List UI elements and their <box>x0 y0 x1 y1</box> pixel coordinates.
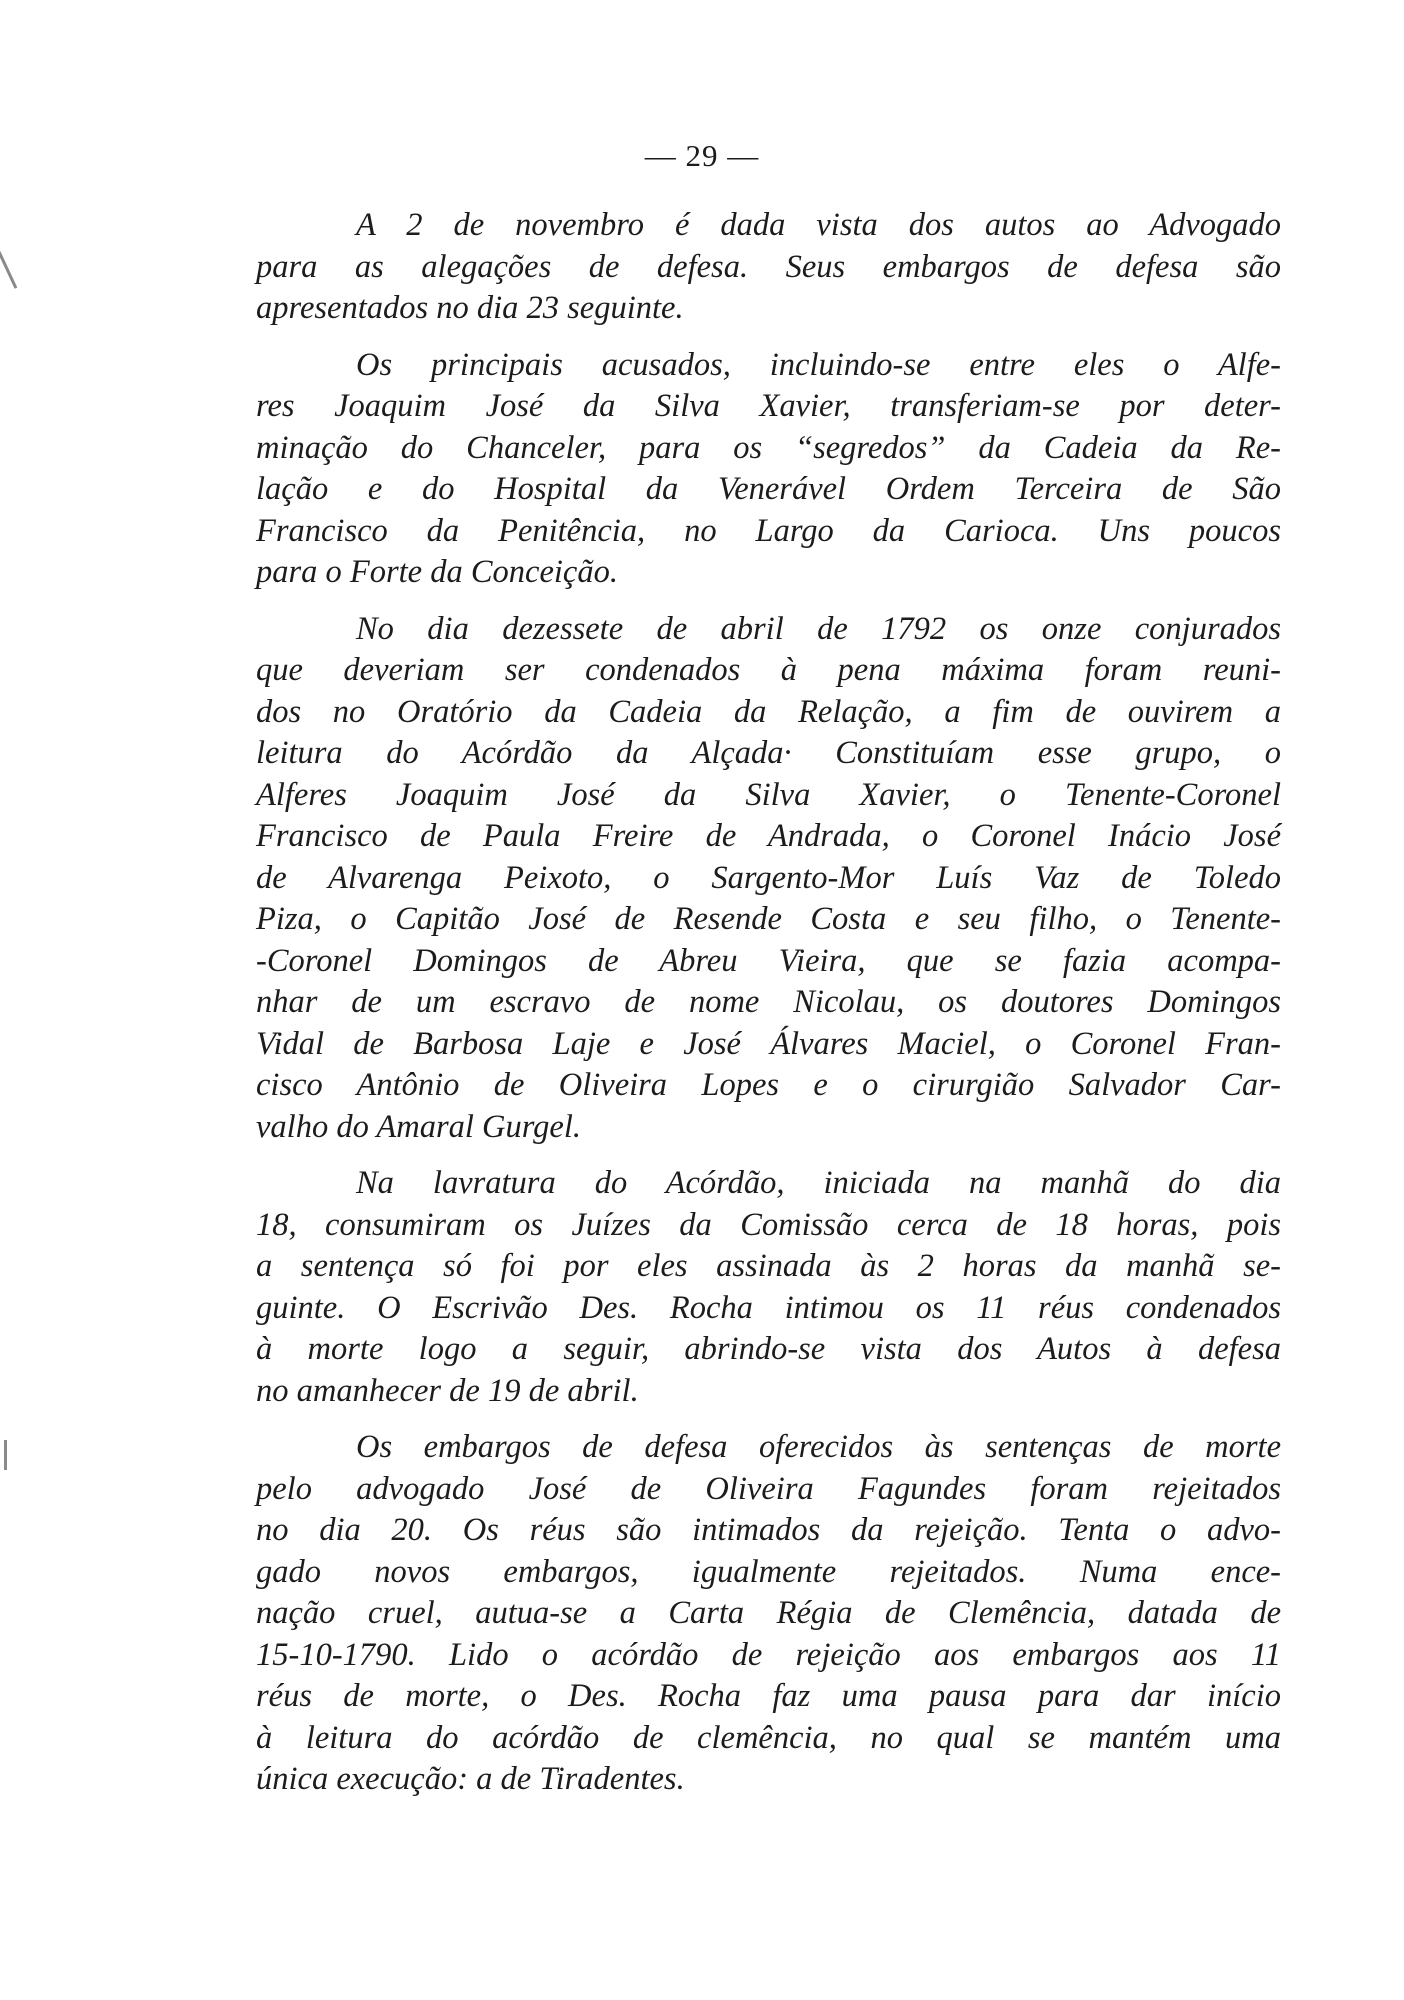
text-line: de Alvarenga Peixoto, o Sargento-Mor Luís Vaz de Toledo <box>256 859 1281 896</box>
scan-artifact <box>4 1440 7 1470</box>
paragraph-4 <box>256 1163 1281 1412</box>
text-line: dos no Oratório da Cadeia da Relação, a fim de ouvirem a <box>256 693 1281 730</box>
body-text <box>256 205 1281 1801</box>
text-line: 18, consumiram os Juízes da Comissão cerca de 18 horas, pois <box>256 1206 1281 1243</box>
text-line: pelo advogado José de Oliveira Fagundes foram rejeitados <box>256 1470 1281 1507</box>
text-line: nhar de um escravo de nome Nicolau, os doutores Domingos <box>256 984 1281 1020</box>
text-line: Alferes Joaquim José da Silva Xavier, o Tenente-Coronel <box>256 776 1281 813</box>
text-line: Na lavratura do Acórdão, iniciada na manhã do dia <box>356 1165 1281 1201</box>
text-line: No dia dezessete de abril de 1792 os onze conjurados <box>356 610 1281 647</box>
paragraph-1 <box>256 205 1281 330</box>
text-line: nação cruel, autua-se a Carta Régia de Clemência, datada de <box>256 1595 1281 1631</box>
text-line: única execução: a de Tiradentes. <box>256 1761 685 1797</box>
text-line: -Coronel Domingos de Abreu Vieira, que se fazia acompa- <box>256 942 1281 979</box>
text-line: lação e do Hospital da Venerável Ordem Terceira de São <box>256 471 1281 507</box>
text-line: à morte logo a seguir, abrindo-se vista dos Autos à defesa <box>256 1331 1281 1367</box>
text-line: apresentados no dia 23 seguinte. <box>256 290 684 326</box>
text-line: Francisco da Penitência, no Largo da Carioca. Uns poucos <box>256 512 1281 549</box>
text-line: 15-10-1790. Lido o acórdão de rejeição aos embargos aos 11 <box>256 1636 1281 1673</box>
text-line: guinte. O Escrivão Des. Rocha intimou os 11 réus condenados <box>256 1289 1281 1326</box>
text-line: minação do Chanceler, para os “segredos” da Cadeia da Re- <box>256 429 1281 466</box>
text-line: à leitura do acórdão de clemência, no qual se mantém uma <box>256 1719 1281 1756</box>
text-line: Piza, o Capitão José de Resende Costa e seu filho, o Tenente- <box>256 901 1281 937</box>
text-line: no amanhecer de 19 de abril. <box>256 1372 639 1409</box>
text-line: Os embargos de defesa oferecidos às sentenças de morte <box>356 1429 1281 1465</box>
text-line: que deveriam ser condenados à pena máxima foram reuni- <box>256 652 1281 688</box>
text-line: Vidal de Barbosa Laje e José Álvares Maciel, o Coronel Fran- <box>256 1025 1281 1062</box>
text-line: réus de morte, o Des. Rocha faz uma pausa para dar início <box>256 1678 1281 1714</box>
paragraph-5 <box>256 1427 1281 1801</box>
text-line: para o Forte da Conceição. <box>256 554 618 590</box>
text-line: cisco Antônio de Oliveira Lopes e o cirurgião Salvador Car- <box>256 1067 1281 1103</box>
text-line: para as alegações de defesa. Seus embargos de defesa são <box>256 248 1281 285</box>
text-line: Os principais acusados, incluindo-se entre eles o Alfe- <box>356 346 1281 383</box>
scan-artifact <box>0 251 17 289</box>
text-line: Francisco de Paula Freire de Andrada, o Coronel Inácio José <box>256 818 1281 854</box>
text-line: no dia 20. Os réus são intimados da rejeição. Tenta o advo- <box>256 1512 1281 1548</box>
paragraph-3 <box>256 609 1281 1149</box>
text-line: A 2 de novembro é dada vista dos autos ao Advogado <box>356 207 1281 243</box>
page-number: — 29 — <box>644 138 760 173</box>
text-line: res Joaquim José da Silva Xavier, transferiam-se por deter- <box>256 388 1281 424</box>
text-line: valho do Amaral Gurgel. <box>256 1108 581 1145</box>
text-line: leitura do Acórdão da Alçada· Constituíam esse grupo, o <box>256 735 1281 771</box>
text-line: a sentença só foi por eles assinada às 2 horas da manhã se- <box>256 1248 1281 1284</box>
paragraph-2 <box>256 345 1281 594</box>
text-line: gado novos embargos, igualmente rejeitados. Numa ence- <box>256 1553 1281 1590</box>
